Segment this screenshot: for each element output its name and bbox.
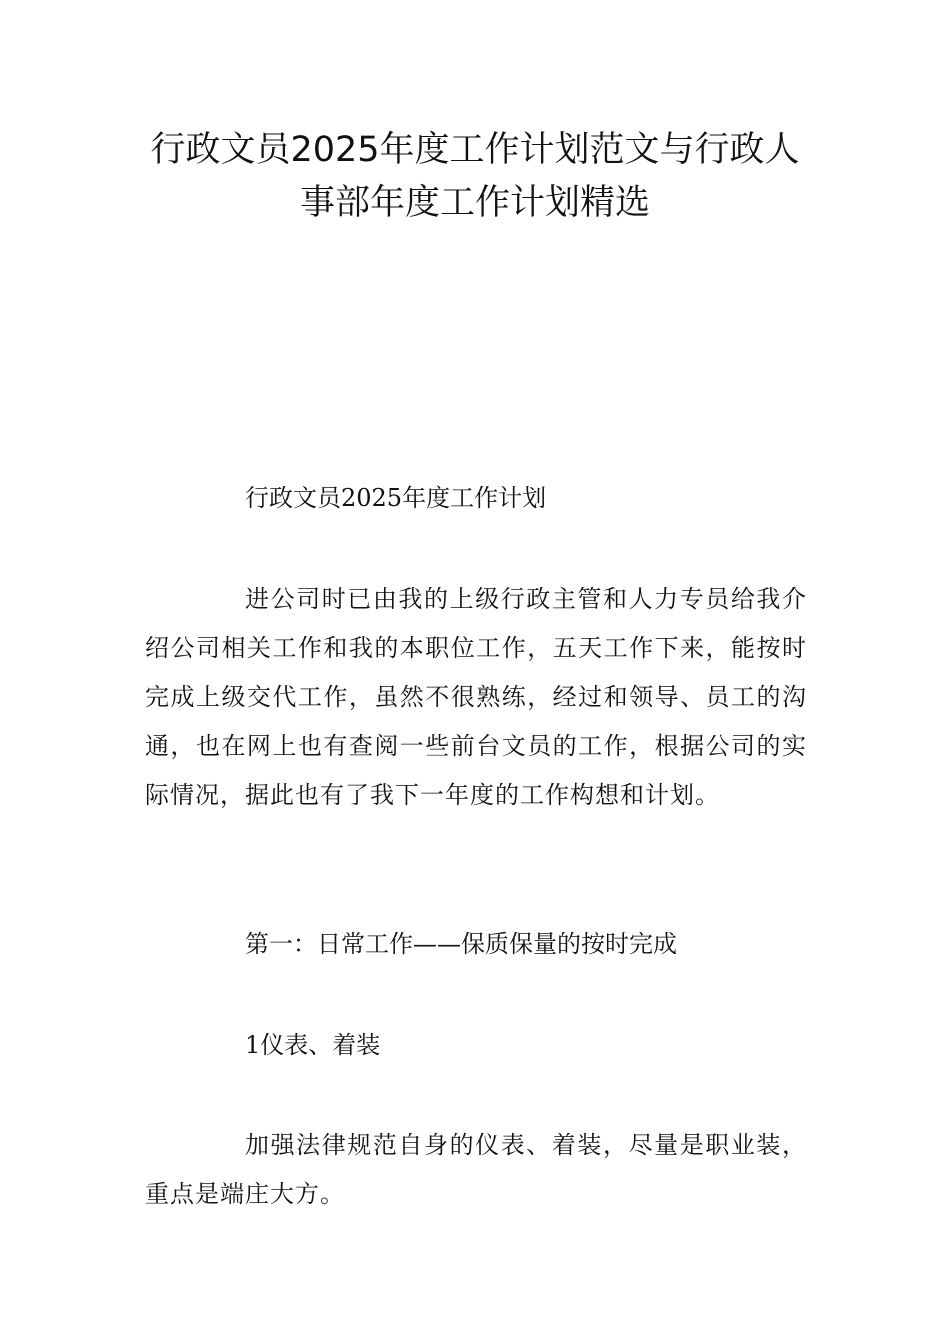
title-line-2: 事部年度工作计划精选 — [299, 183, 650, 223]
item1-heading: 1仪表、着装 — [245, 1031, 381, 1059]
item1-paragraph: 加强法律规范自身的仪表、着装，尽量是职业装，重点是端庄大方。 — [145, 1131, 807, 1208]
document-title — [120, 124, 830, 230]
subtitle-block — [145, 474, 807, 523]
section1-heading: 第一：日常工作——保质保量的按时完成 — [245, 930, 677, 958]
title-line-1: 行政文员2025年度工作计划范文与行政人 — [150, 130, 800, 170]
section-subtitle: 行政文员2025年度工作计划 — [245, 484, 547, 512]
section1-block — [145, 920, 807, 969]
intro-paragraph: 进公司时已由我的上级行政主管和人力专员给我介绍公司相关工作和我的本职位工作，五天工作下来，能按时完成上级交代工作，虽然不很熟练，经过和领导、员工的沟通，也在网上也有查阅一些前台文员的工作，根据公司的实际情况，据此也有了我下一年度的工作构想和计划。 — [145, 585, 807, 809]
item1-text-block — [145, 1121, 807, 1219]
intro-block — [145, 575, 807, 820]
item1-block — [145, 1021, 807, 1070]
